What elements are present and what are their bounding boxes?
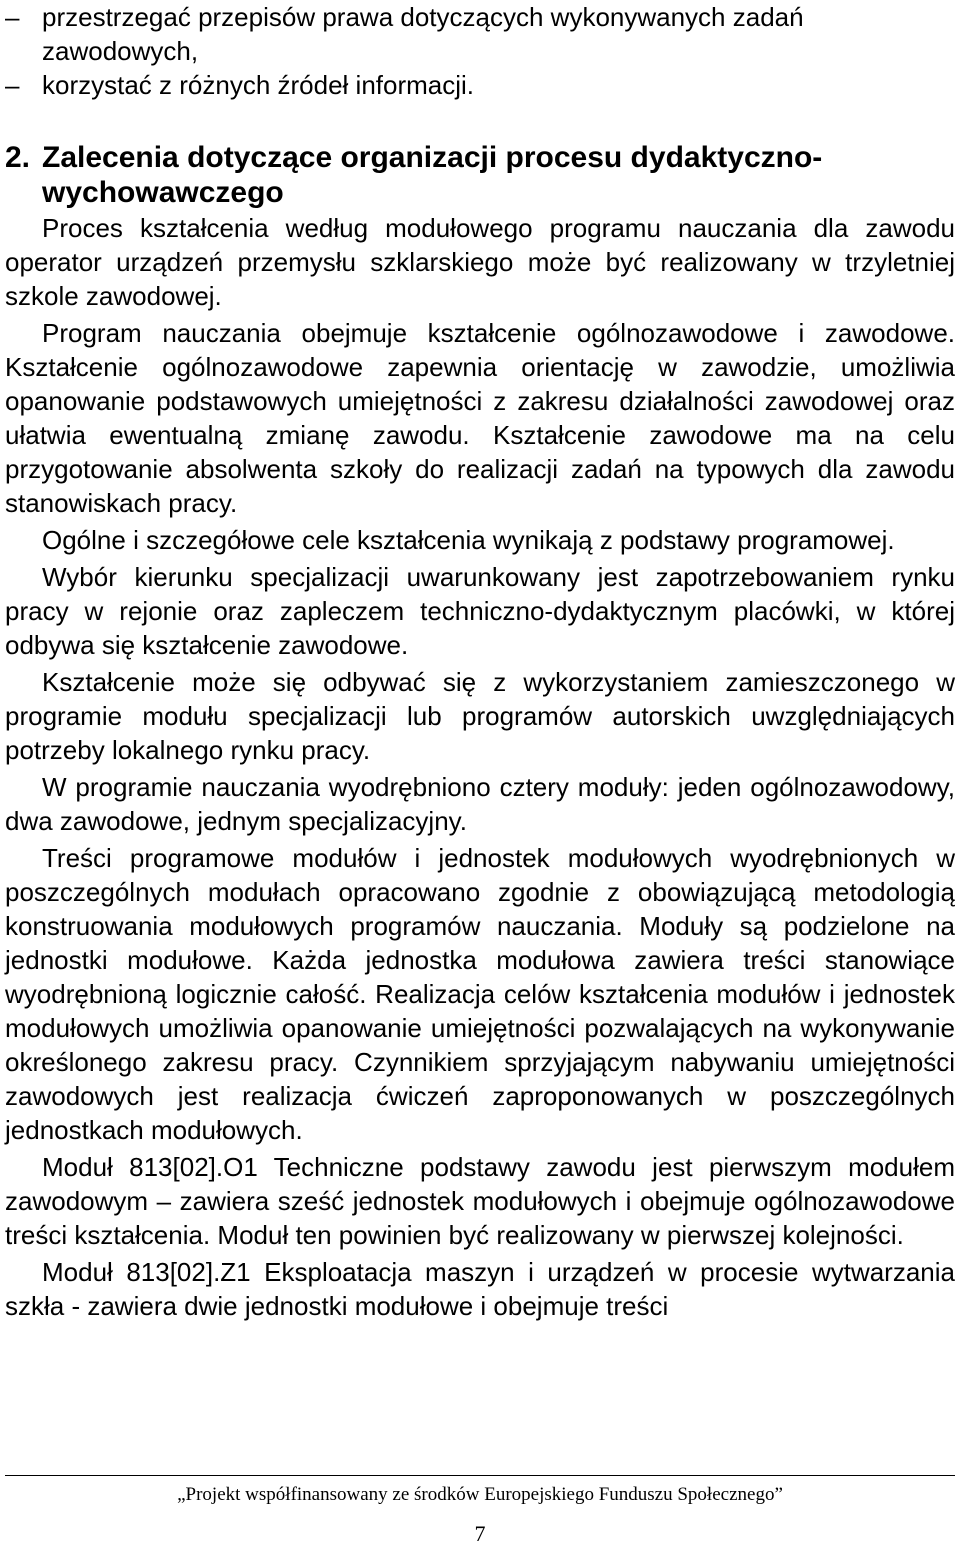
bullet-text: korzystać z różnych źródeł informacji. [42,70,475,100]
bullet-text: przestrzegać przepisów prawa dotyczących wykonywanych zadań zawodowych, [42,2,804,66]
page-number: 7 [474,1521,486,1546]
paragraph: Program nauczania obejmuje kształcenie ogólnozawodowe i zawodowe. Kształcenie ogólnozawodowe zapewnia orientację w zawodzie, umożliwia opanowanie podstawowych umiejętności z zakresu działalności zawodowej oraz ułatwia ewentualną zmianę zawodu. Kształcenie zawodowe ma na celu przygotowanie absolwenta szkoły do realizacji zadań na typowych dla zawodu stanowiskach pracy. [5,318,955,518]
paragraph: Treści programowe modułów i jednostek modułowych wyodrębnionych w poszczególnych modułach opracowano zgodnie z obowiązującą metodologią konstruowania modułowych programów nauczania. Moduły są podzielone na jednostki modułowe. Każda jednostka modułowa zawiera treści stanowiące wyodrębnioną logicznie całość. Realizacja celów kształcenia modułów i jednostek modułowych umożliwia opanowanie umiejętności pozwalających na wykonywanie określonego zakresu pracy. Czynnikiem sprzyjającym nabywaniu umiejętności zawodowych jest realizacja ćwiczeń zaproponowanych w poszczególnych jednostkach modułowych. [5,843,955,1145]
paragraph: Proces kształcenia według modułowego programu nauczania dla zawodu operator urządzeń przemysłu szklarskiego może być realizowany w trzyletniej szkole zawodowej. [5,213,955,311]
document-page [5,0,955,1323]
paragraph: Wybór kierunku specjalizacji uwarunkowany jest zapotrzebowaniem rynku pracy w rejonie oraz zapleczem techniczno-dydaktycznym placówki, w której odbywa się kształcenie zawodowe. [5,562,955,660]
section-heading [5,140,955,210]
dash-marker: – [5,70,20,100]
footer-divider [5,1475,955,1476]
paragraph: Kształcenie może się odbywać się z wykorzystaniem zamieszczonego w programie modułu specjalizacji lub programów autorskich uwzględniających potrzeby lokalnego rynku pracy. [5,667,955,765]
footer-funding-note: „Projekt współfinansowany ze środków Europejskiego Funduszu Społecznego” [177,1484,783,1505]
bullet-item [5,0,955,68]
bullet-item [5,68,955,102]
dash-marker: – [5,2,20,32]
section-number: 2. [5,141,31,174]
paragraph: Moduł 813[02].Z1 Eksploatacja maszyn i urządzeń w procesie wytwarzania szkła - zawiera dwie jednostki modułowe i obejmuje treści [5,1257,955,1321]
paragraph: W programie nauczania wyodrębniono cztery moduły: jeden ogólnozawodowy, dwa zawodowe, jednym specjalizacyjny. [5,772,955,836]
bullet-list [5,0,955,102]
paragraph: Moduł 813[02].O1 Techniczne podstawy zawodu jest pierwszym modułem zawodowym – zawiera sześć jednostek modułowych i obejmuje ogólnozawodowe treści kształcenia. Moduł ten powinien być realizowany w pierwszej kolejności. [5,1152,955,1250]
section-title: Zalecenia dotyczące organizacji procesu dydaktyczno-wychowawczego [42,141,823,209]
paragraph: Ogólne i szczegółowe cele kształcenia wynikają z podstawy programowej. [42,525,895,555]
